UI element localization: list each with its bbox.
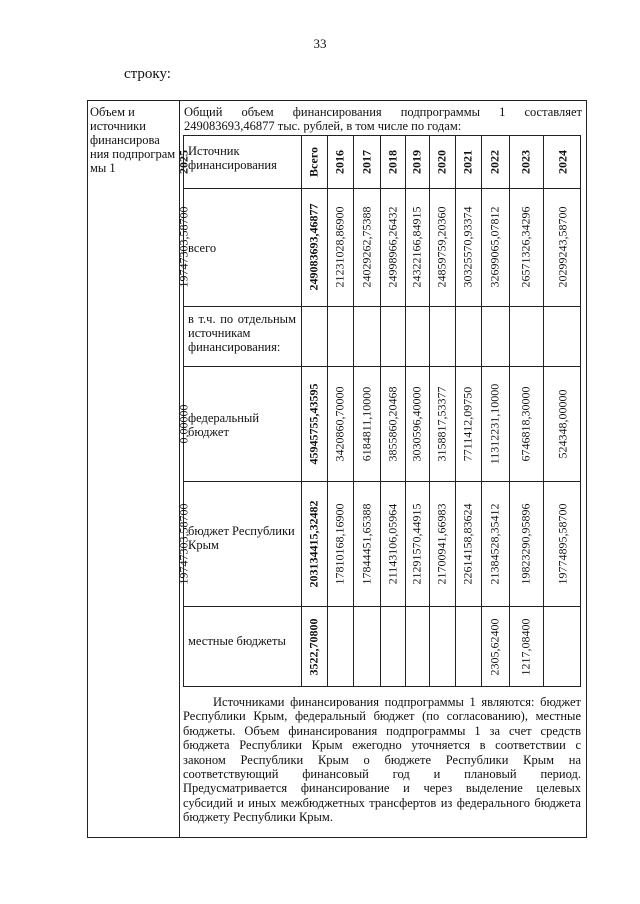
row-label-funding: Объем и источники финансирова ния подпрограм мы 1	[90, 105, 176, 175]
funding-table	[176, 135, 581, 687]
table-col-line	[481, 136, 482, 686]
source-header: Источник финансирования	[188, 144, 277, 172]
table-cell-value: 24998966,26432	[385, 206, 399, 288]
table-cell-value: 3158817,53377	[434, 386, 449, 461]
table-cell-value: 524348,00000	[555, 389, 569, 458]
table-cell-value: 1217,08400	[518, 618, 533, 676]
table-cell-value: 21291570,44915	[409, 503, 424, 584]
column-header-label: 2025	[176, 150, 191, 174]
table-col-line	[380, 136, 381, 686]
table-cell-value: 249083693,46877	[306, 203, 321, 291]
column-header-label: 2018	[385, 150, 399, 174]
page-number: 33	[313, 36, 327, 51]
table-col-line	[327, 136, 328, 686]
table-cell-value: 3522,70800	[306, 618, 321, 676]
table-cell-value: 203134415,32482	[306, 500, 321, 587]
table-row-line	[184, 606, 580, 607]
column-header-label: 2017	[359, 150, 373, 174]
table-cell-value: 24859759,20360	[434, 206, 449, 288]
column-header-label: 2024	[555, 150, 569, 174]
table-cell-value: 0,00000	[176, 404, 191, 443]
column-header-label: 2023	[518, 150, 533, 174]
table-cell-value: 26571326,34296	[518, 206, 533, 288]
table-cell-value: 21700941,66983	[434, 503, 449, 584]
table-cell-value: 3420860,70000	[332, 386, 347, 461]
table-cell-value: 21143106,05964	[385, 503, 399, 584]
table-cell-value: 21231028,86900	[332, 206, 347, 288]
table-cell-value: 7711412,09750	[460, 386, 475, 461]
table-cell-value: 17844451,65388	[359, 503, 373, 584]
table-cell-value: 19747303,58700	[176, 206, 191, 288]
funding-footnote: Источниками финансирования подпрограммы 1 являются: бюджет Республики Крым, федеральный бюджет (по согласованию), местные бюджеты. Объем финансирования подпрограммы 1 за счет средств бюджета Республики Крым ежегодно уточняется в соответствии с законом Республики Крым о бюджете Республики Крым на соответствующий финансовый год и плановый период. Предусматривается финансирование и через выделение целевых субсидий и иных межбюджетных трансфертов из федерального бюджета бюджету Республики Крым.	[183, 695, 581, 825]
column-header-label: 2022	[487, 150, 502, 174]
intro-text: строку:	[124, 66, 171, 82]
column-header-label: 2020	[434, 150, 449, 174]
table-cell-value: 21384528,35412	[487, 503, 502, 584]
table-cell-value: 2305,62400	[487, 618, 502, 676]
row-label: местные бюджеты	[188, 634, 286, 648]
table-cell-value: 24029262,75388	[359, 206, 373, 288]
column-header-label: 2019	[409, 150, 424, 174]
funding-summary: Общий объем финансирования подпрограммы 1 составляет 249083693,46877 тыс. рублей, в том числе по годам:	[184, 105, 582, 133]
table-row-line	[184, 481, 580, 482]
table-cell-value: 32699065,07812	[487, 206, 502, 288]
table-cell-value: 20299243,58700	[555, 206, 569, 288]
row-label: в т.ч. по отдельным источникам финансирования:	[188, 312, 296, 354]
table-cell-value: 17810168,16900	[332, 503, 347, 584]
table-cell-value: 19823290,95896	[518, 503, 533, 584]
table-col-line	[301, 136, 302, 686]
table-col-line	[455, 136, 456, 686]
table-col-line	[543, 136, 544, 686]
row-label: федеральный бюджет	[188, 410, 260, 439]
table-cell-value: 3030596,40000	[409, 386, 424, 461]
table-cell-value: 30325570,93374	[460, 206, 475, 288]
table-cell-value: 45945755,43595	[306, 383, 321, 464]
table-col-line	[429, 136, 430, 686]
table-cell-value: 24322166,84915	[409, 206, 424, 288]
table-cell-value: 6746818,30000	[518, 386, 533, 461]
column-header-label: 2016	[332, 150, 347, 174]
table-col-line	[509, 136, 510, 686]
table-cell-value: 6184811,10000	[359, 386, 373, 461]
table-cell-value: 19747303,58700	[176, 503, 191, 584]
column-header-label: Всего	[306, 147, 321, 177]
table-row-line	[184, 366, 580, 367]
table-col-line	[405, 136, 406, 686]
column-header-label: 2021	[460, 150, 475, 174]
table-row-line	[184, 188, 580, 189]
table-cell-value: 3855860,20468	[385, 386, 399, 461]
row-label: всего	[188, 241, 217, 255]
table-col-line	[353, 136, 354, 686]
table-cell-value: 11312231,10000	[487, 383, 502, 464]
row-label: бюджет Республики Крым	[188, 523, 295, 552]
table-cell-value: 19774895,58700	[555, 503, 569, 584]
table-row-line	[184, 306, 580, 307]
table-cell-value: 22614158,83624	[460, 503, 475, 584]
